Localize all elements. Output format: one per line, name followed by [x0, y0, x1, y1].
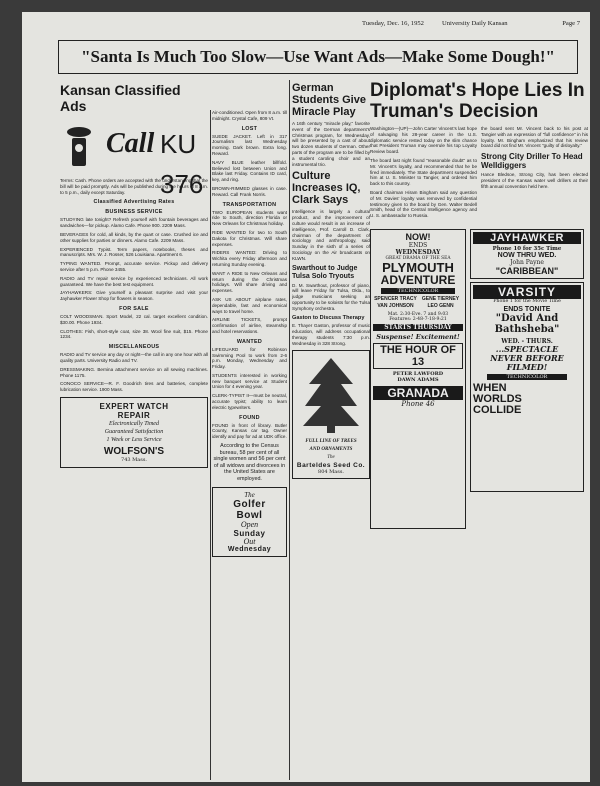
- lead-story-p3: Board chairman Hiram Bingham said any question of Mr. Davies' loyalty was removed by confidential testimony given to the board by Gen. Walter Bedell Smith, head of the Central Intelligence agency and U. S. ambassador to Russia.: [370, 189, 477, 219]
- for-sale-heading: FOR SALE: [119, 305, 149, 312]
- wanted-heading: WANTED: [236, 338, 263, 345]
- christmas-tree-icon: [301, 354, 361, 434]
- business-ad: JAYHAWKERS: Give yourself a pleasant surprise and visit your Jayhawker Flower Shop for flowers in season.: [60, 290, 208, 302]
- swarthout-story: D. M. Swarthout, professor of piano, will leave Friday for Tulsa, Okla., to judge musicians seeking an opportunity to be soloists for the Tulsa Symphony orchestra.: [292, 282, 370, 311]
- phone-number: KU 376: [160, 129, 204, 199]
- misc-ad: CONOCO SERVICE—R. F. Goodrich tires and batteries, complete lubrication service. 1900 Mass.: [60, 381, 208, 393]
- call-word: Call: [106, 128, 155, 159]
- german-play-story: A 16th century "miracle play," favorite event of the German department's Christmas program, for Wednesday, will be presented by a cast of about two dozen students of German. Other parts of the program are to be filled by a student caroling choir and an instrumental trio.: [292, 121, 370, 167]
- business-ad: STUDYING late tonight? Refresh yourself with fountain beverages and sandwiches—for pickup. Alamo Cafe. Phone 900. 2209 Mass.: [60, 217, 208, 229]
- business-ad: TYPING WANTED. Prompt, accurate service. Pickup and delivery service after 5 p.m. Phone 3455.: [60, 261, 208, 272]
- lost-ad: SUEDE JACKET. Left in 317 Journalism last Wednesday morning. Dark brown. Extra long. Reward.: [212, 133, 287, 156]
- lead-story-p4: the board sent Mr. Vincent back to his post at Tangier with an expression of "full confidence" in his loyalty. Mr. Bingham emphasized that his review board did not find Mr. Vincent "guilty of disloyalty.": [481, 126, 588, 149]
- jayhawker-theatre-ad: JAYHAWKER Phone 10 for 35c Time NOW THRU WED. John Payne "CARIBBEAN": [470, 229, 584, 279]
- christmas-tree-ad: FULL LINE OF TREES AND ORNAMENTS The Barteldes Seed Co. 804 Mass.: [292, 350, 370, 479]
- lost-heading: LOST: [241, 125, 258, 132]
- found-heading: FOUND: [239, 414, 260, 421]
- business-heading: BUSINESS SERVICE: [105, 209, 163, 216]
- wanted-ad: LIFEGUARD for Robinson Swimming Pool to work from 2-6 p.m. Monday, Wednesday and Friday.: [212, 346, 287, 370]
- rates-heading: Classified Advertising Rates: [93, 199, 175, 206]
- newspaper-name: University Daily Kansan: [442, 20, 508, 27]
- classified-column-2: [212, 110, 287, 782]
- granada-theatre-ad: NOW! ENDS WEDNESDAY GREAT DRAMA OF THE SEA PLYMOUTH ADVENTURE TECHNICOLOR SPENCER TRACY GENE TIERNEY VAN JOHNSON LEO GENN Mat. 2:30-Eve. 7 and 9:03 Features: 2-48-7-18-9:21 STARTS THURSDAY Suspense! Excitement! THE HOUR OF 13 PETER LAWFORD DAWN ADAMS GRANADA Phone 46: [370, 229, 466, 529]
- swarthout-headline: Swarthout to Judge Tulsa Solo Tryouts: [292, 264, 358, 280]
- classified-title: Kansan Classified Ads: [60, 82, 181, 114]
- for-sale-ad: CLOTHES: Fish, short-style coat, size 38. Wool fine suit, $15. Phone 1234.: [60, 328, 208, 340]
- lead-story-p1: Washington—(UP)—John Carter Vincent's last hope of salvaging his 28-year career in the U.S. diplomatic service rested today on the slim chance that President Truman may overrule his top Loyalty Review board.: [370, 126, 477, 155]
- news-column: [292, 80, 370, 780]
- wanted-ad: STUDENTS interested in working new banquet service at Student Union for 4 evening year.: [212, 372, 287, 390]
- culture-iq-story: Intelligence is largely a cultural product, and the improvement of culture would result in an increase of intelligence, Prof. Carroll D. Clark, chairman of the department of sociology and anthropology, said Sunday in the sixth of a series of Sociology on the Air broadcasts on KLWN.: [292, 209, 370, 261]
- classified-terms: Terms: Cash. Phone orders are accepted with the understanding that the bill will be paid promptly. Ads will be published during the hours of 8 a.m. to 5 p.m., daily except Saturday.: [60, 178, 208, 195]
- business-ad: RADIO and TV repair service by experienced technicians. All work guaranteed. We have the best test equipment.: [60, 275, 208, 287]
- transport-ad: ASK US ABOUT airplane rates, dependable, fast and economical ways to travel home.: [212, 296, 287, 314]
- gaston-story: E. Thayer Gaston, professor of music education, will address occupational therapy students 7:30 p.m. Wednesday in 328 Strong.: [292, 323, 370, 346]
- german-play-headline: German Students Give Miracle Play: [292, 82, 366, 118]
- varsity-theatre-ad: VARSITY Phone 1 for the Movie Time ENDS TONITE "David And Bathsheba" WED. - THURS. ...SPECTACLE NEVER BEFORE FILMED! TECHNICOLOR WHEN WORLDS COLLIDE: [470, 282, 584, 492]
- page-header: [32, 20, 580, 34]
- found-ad: FOUND in front of library. Butler County, Kansas car tag. Owner identify and pay for ad at UDK office.: [212, 422, 287, 440]
- business-ad: BEVERAGES for cold, all kinds, by the quart or case. Crushed ice and other supplies for parties or dinners. Alamo Cafe. 2209 Mass.: [60, 231, 208, 243]
- gaston-headline: Gaston to Discuss Therapy: [292, 314, 365, 321]
- transport-ad: AIRLINE TICKETS, prompt confirmation of airline, steamship and hotel reservations.: [212, 317, 287, 334]
- cafe-ad: Air-conditioned. Open from 8 a.m. till midnight. Crystal Cafe, 809 Vt.: [212, 110, 287, 121]
- driller-story: Hance Bledsoe, Strong City, has been elected president of the Kansas water well drillers at their fifth annual convention held here.: [481, 172, 588, 189]
- telephone-icon: [64, 124, 94, 168]
- watch-repair-ad: EXPERT WATCH REPAIR Electronically Timed Guaranteed Satisfaction 1 Week or Less Service WOLFSON'S 743 Mass.: [60, 397, 208, 468]
- culture-iq-headline: Culture Increases IQ, Clark Says: [292, 170, 361, 207]
- lost-ad: NAVY BLUE leather billfold. Believed lost between Union and Blake last Friday. Contains ID card, key, and ring.: [212, 159, 287, 183]
- issue-date: Tuesday, Dec. 16, 1952: [362, 20, 424, 27]
- column-rule: [289, 80, 290, 780]
- transportation-heading: TRANSPORTATION: [222, 201, 277, 208]
- lead-headline: Diplomat's Hope Lies In Truman's Decision: [370, 80, 585, 122]
- misc-ad: DRESSMAKING. Bernina attachment service on all sewing machines. Phone 1175.: [60, 366, 208, 378]
- for-sale-ad: COLT WOODSMAN. Sport Model, 22 cal. target excellent condition. $30.00. Phone 1934.: [60, 313, 208, 325]
- wanted-ad: CLERK-TYPIST II—must be neutral, accurate typist; ability to learn electric typewriters.: [212, 393, 287, 410]
- lead-story-column: [370, 80, 588, 780]
- page-number: Page 7: [562, 20, 580, 27]
- misc-heading: MISCELLANEOUS: [108, 344, 160, 351]
- golfer-bowl-ad: The Golfer Bowl Open Sunday Out Wednesday: [212, 487, 287, 557]
- lost-ad: BROWN-RIMMED glasses in case. Reward. Call Frank Norris.: [212, 185, 287, 197]
- misc-ad: RADIO and TV service any day or night—the call in any one hour with all quality parts. University Radio and TV.: [60, 352, 208, 363]
- business-ad: EXPERIENCED Typist. Term papers, notebooks, theses and manuscripts. Mrs. W. J. Rosser, 526 Louisiana. Apartment 6.: [60, 246, 208, 258]
- census-note: According to the Census bureau, 58 per cent of all single women and 56 per cent of all widows and divorcees in the United States are employed.: [213, 443, 286, 483]
- lead-story-p2: The board last night found "reasonable doubt" as to Mr. Vincent's loyalty, and recommended that he be fired immediately. The State department suspended him at U. S. Minister to Tangier, and ordered him back to this country.: [370, 157, 477, 187]
- transport-ad: RIDERS WANTED: Driving to Wichita every Friday afternoon and returning Sunday evening.: [212, 250, 287, 267]
- classified-column: [60, 80, 208, 780]
- transport-ad: WANT A RIDE to New Orleans and return during the Christmas holidays. Will share driving and expenses.: [212, 270, 287, 294]
- transport-ad: TWO EUROPEAN students want ride to South, direction Florida or New Orleans for Christmas holiday.: [212, 209, 287, 227]
- newspaper-page: [22, 12, 590, 782]
- column-rule: [210, 110, 211, 780]
- driller-headline: Strong City Driller To Head Welldiggers: [481, 152, 583, 171]
- transport-ad: RIDE WANTED for two to South Dakota for Christmas. Will share expenses.: [212, 229, 287, 247]
- banner-slogan: "Santa Is Much Too Slow—Use Want Ads—Make Some Dough!": [58, 40, 578, 74]
